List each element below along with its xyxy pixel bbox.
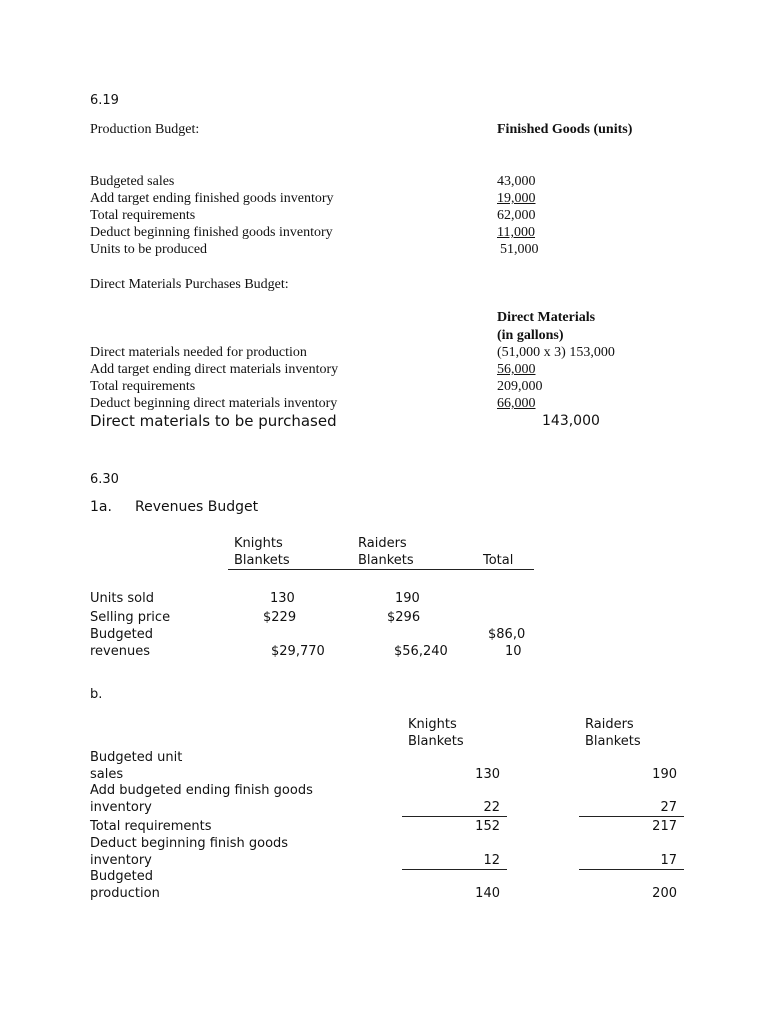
header-rule: [228, 569, 534, 570]
revenues-raiders: $56,240: [394, 644, 448, 659]
revenues-knights: $29,770: [271, 644, 325, 659]
unit-sales-raiders: 190: [652, 767, 677, 782]
subtotal-rule: [402, 816, 507, 817]
subtotal-rule: [579, 869, 684, 870]
gallons-header: (in gallons): [497, 328, 564, 343]
budgeted-production-label: Budgeted: [90, 869, 154, 884]
production-row-label: Total requirements: [90, 208, 196, 223]
add-ending-raiders: 27: [660, 800, 677, 815]
production-row-label: Deduct beginning finished goods inventory: [90, 225, 333, 240]
raiders-header: Blankets: [358, 553, 414, 568]
total-header: Total: [483, 553, 514, 568]
total-requirements-knights: 152: [475, 819, 500, 834]
total-requirements-raiders: 217: [652, 819, 677, 834]
knights-header: Blankets: [408, 734, 464, 749]
deduct-beginning-knights: 12: [483, 853, 500, 868]
total-requirements-label: Total requirements: [90, 819, 212, 834]
units-sold-knights: 130: [270, 591, 295, 606]
production-row-value: 43,000: [497, 174, 536, 189]
budgeted-production-raiders: 200: [652, 886, 677, 901]
subtotal-rule: [402, 869, 507, 870]
budgeted-revenues-label: revenues: [90, 644, 150, 659]
section-number-6-30: 6.30: [90, 472, 119, 487]
production-row-label: Add target ending finished goods inventory: [90, 191, 334, 206]
part-b-label: b.: [90, 687, 103, 702]
selling-price-knights: $229: [263, 610, 297, 625]
unit-sales-label: sales: [90, 767, 124, 782]
add-ending-label: Add budgeted ending finish goods: [90, 783, 313, 798]
production-budget-title: Production Budget:: [90, 122, 200, 137]
direct-materials-header: Direct Materials: [497, 310, 596, 325]
raiders-header: Raiders: [585, 717, 634, 732]
revenues-total: 10: [505, 644, 522, 659]
unit-sales-label: Budgeted unit: [90, 750, 183, 765]
selling-price-raiders: $296: [387, 610, 421, 625]
materials-row-value: 66,000: [497, 396, 536, 411]
knights-header: Knights: [408, 717, 457, 732]
materials-row-label: Total requirements: [90, 379, 196, 394]
revenues-budget-title: Revenues Budget: [135, 499, 259, 515]
knights-header: Knights: [234, 536, 283, 551]
selling-price-label: Selling price: [90, 610, 171, 625]
deduct-beginning-label: Deduct beginning finish goods: [90, 836, 289, 851]
units-sold-label: Units sold: [90, 591, 154, 606]
part-1a-label: 1a.: [90, 499, 112, 515]
production-row-value: 62,000: [497, 208, 536, 223]
budgeted-production-label: production: [90, 886, 160, 901]
add-ending-knights: 22: [483, 800, 500, 815]
raiders-header: Blankets: [585, 734, 641, 749]
unit-sales-knights: 130: [475, 767, 500, 782]
production-row-label: Budgeted sales: [90, 174, 175, 189]
materials-budget-title: Direct Materials Purchases Budget:: [90, 277, 289, 292]
materials-row-value: 209,000: [497, 379, 543, 394]
materials-row-label: Add target ending direct materials inventory: [90, 362, 339, 377]
section-number-6-19: 6.19: [90, 93, 119, 108]
budgeted-production-knights: 140: [475, 886, 500, 901]
materials-row-label: Direct materials needed for production: [90, 345, 307, 360]
materials-row-label: Direct materials to be purchased: [90, 412, 337, 430]
production-row-value: 51,000: [500, 242, 539, 257]
deduct-beginning-raiders: 17: [660, 853, 677, 868]
units-sold-raiders: 190: [395, 591, 420, 606]
subtotal-rule: [579, 816, 684, 817]
materials-row-value: 56,000: [497, 362, 536, 377]
revenues-total: $86,0: [488, 627, 526, 642]
materials-row-value: 143,000: [542, 413, 600, 429]
raiders-header: Raiders: [358, 536, 407, 551]
production-row-value: 11,000: [497, 225, 535, 240]
knights-header: Blankets: [234, 553, 290, 568]
production-row-label: Units to be produced: [90, 242, 208, 257]
finished-goods-header: Finished Goods (units): [497, 122, 633, 137]
production-row-value: 19,000: [497, 191, 536, 206]
materials-row-label: Deduct beginning direct materials inventory: [90, 396, 338, 411]
deduct-beginning-label: inventory: [90, 853, 152, 868]
add-ending-label: inventory: [90, 800, 152, 815]
materials-row-value: (51,000 x 3) 153,000: [497, 345, 615, 360]
budgeted-revenues-label: Budgeted: [90, 627, 154, 642]
